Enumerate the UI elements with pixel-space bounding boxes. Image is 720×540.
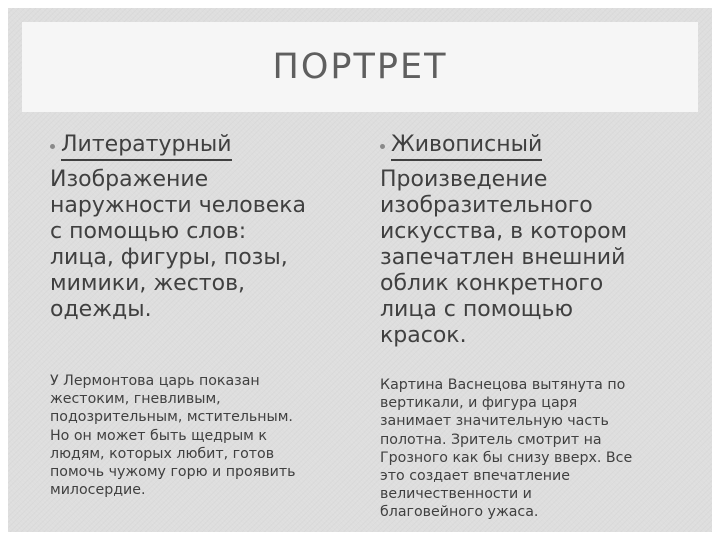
left-heading-row	[42, 128, 348, 164]
left-definition: Изображение наружности человека с помощью слов: лица, фигуры, позы, мимики, жестов, одежды.	[50, 167, 307, 322]
right-definition: Произведение изобразительного искусства, в котором запечатлен внешний облик конкретного лица с помощью красок.	[380, 167, 628, 348]
bullet-icon	[50, 144, 55, 149]
right-heading-row	[372, 128, 678, 164]
left-heading: Литературный	[61, 132, 232, 161]
right-column	[372, 128, 678, 349]
bullet-icon	[380, 144, 385, 149]
left-example: У Лермонтова царь показан жестоким, гневливым, подозрительным, мстительным. Но он может быть щедрым к людям, которых любит, готов помочь чужому горю и проявить милосердие.	[50, 373, 296, 499]
slide-title: ПОРТРЕТ	[272, 47, 448, 87]
left-column	[42, 128, 348, 323]
right-example: Картина Васнецова вытянута по вертикали, и фигура царя занимает значительную часть полотна. Зритель смотрит на Грозного как бы снизу вверх. Все это создает впечатление величественности и благовейного ужаса.	[380, 377, 633, 521]
title-bar	[22, 22, 698, 112]
right-heading: Живописный	[391, 132, 542, 161]
